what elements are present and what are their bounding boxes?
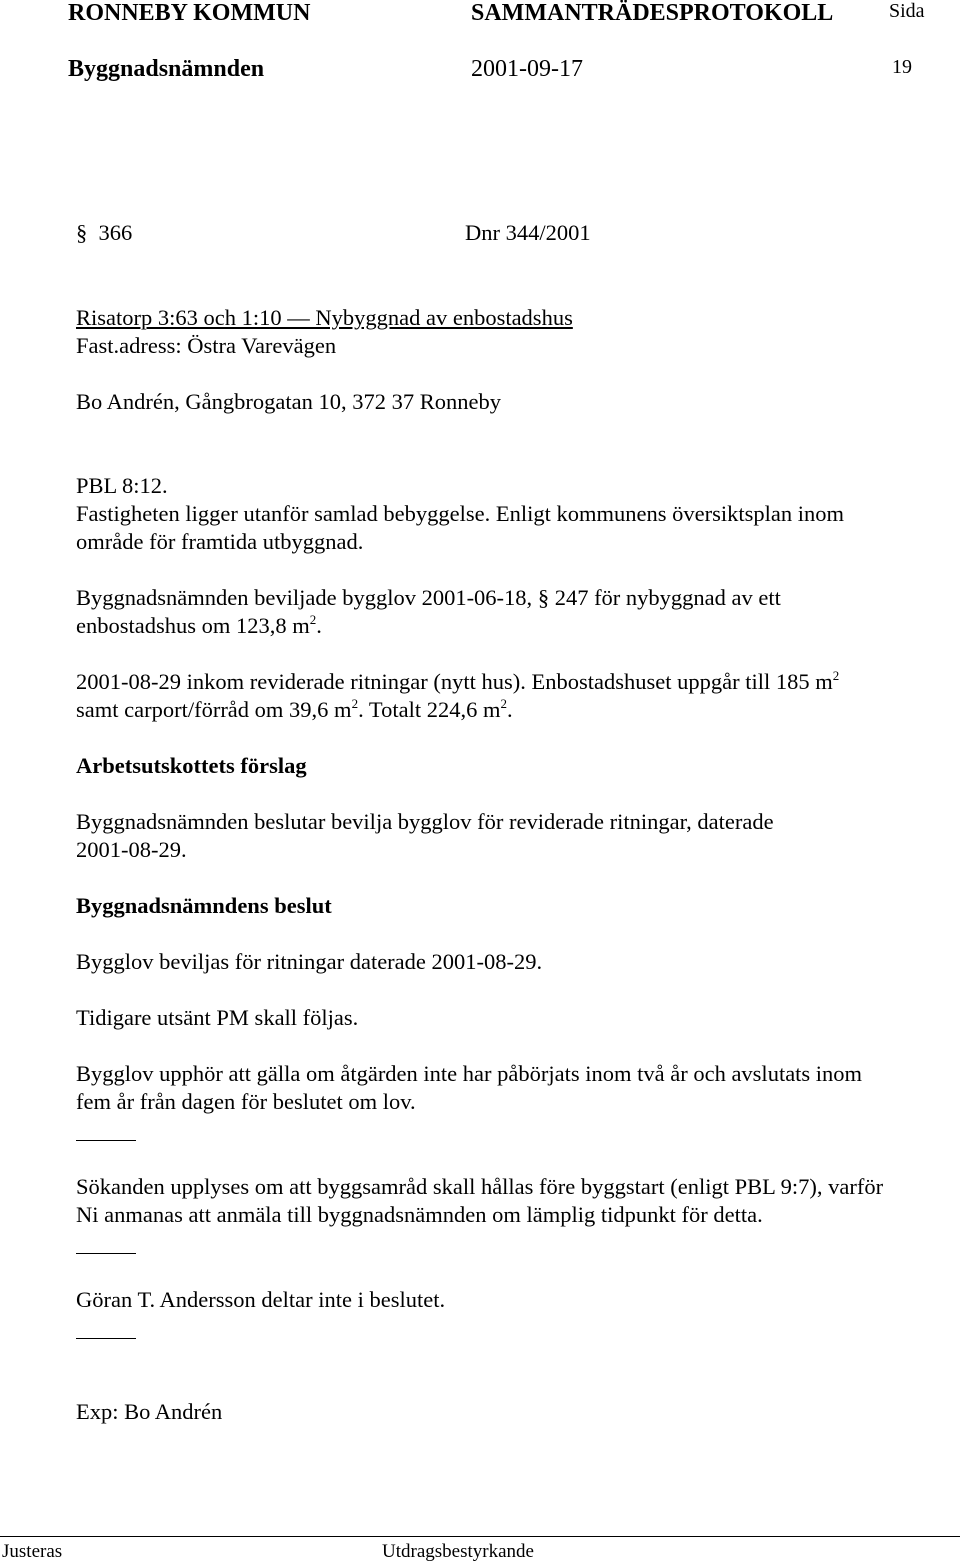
property-address: Fast.adress: Östra Varevägen xyxy=(76,333,337,358)
squared-superscript: 2 xyxy=(832,667,840,683)
diary-number: Dnr 344/2001 xyxy=(465,220,591,245)
section-sign-icon: § xyxy=(76,220,88,245)
proposal-line-2: 2001-08-29. xyxy=(76,837,187,862)
section-number-value: 366 xyxy=(98,220,133,245)
decision-line-2: Tidigare utsänt PM skall följas. xyxy=(76,1005,359,1030)
prior-decision-line-1 xyxy=(76,585,781,611)
squared-superscript: 2 xyxy=(351,695,359,711)
committee-name: Byggnadsnämnden xyxy=(68,56,265,82)
revised-text-2a: samt carport/förråd om 39,6 m xyxy=(76,697,352,722)
proposal-line-1: Byggnadsnämnden beslutar bevilja bygglov för reviderade ritningar, daterade xyxy=(76,809,774,834)
separator-line xyxy=(76,1140,136,1141)
revised-text-1: 2001-08-29 inkom reviderade ritningar (nytt hus). Enbostadshuset uppgår till 185 m xyxy=(76,669,833,694)
document-type: SAMMANTRÄDESPROTOKOLL xyxy=(471,0,834,26)
revised-line-1 xyxy=(76,669,839,695)
separator-line xyxy=(76,1253,136,1254)
separator-line xyxy=(76,1338,136,1339)
decision-line-1: Bygglov beviljas för ritningar daterade 2001-08-29. xyxy=(76,949,543,974)
prior-area-text: enbostadshus om 123,8 m xyxy=(76,613,310,638)
validity-line-2: fem år från dagen för beslutet om lov. xyxy=(76,1089,416,1114)
municipality-name: RONNEBY KOMMUN xyxy=(68,0,311,26)
footer-rule xyxy=(0,1536,960,1537)
expedition-note: Exp: Bo Andrén xyxy=(76,1399,223,1424)
certified-label: Utdragsbestyrkande xyxy=(382,1541,534,1562)
case-title: Risatorp 3:63 och 1:10 — Nybyggnad av enbostadshus xyxy=(76,305,573,330)
background-line-1: Fastigheten ligger utanför samlad bebyggelse. Enligt kommunens översiktsplan inom xyxy=(76,501,844,526)
notice-line-2: Ni anmanas att anmäla till byggnadsnämnden om lämplig tidpunkt för detta. xyxy=(76,1202,763,1227)
revised-line-2 xyxy=(76,697,513,723)
proposal-heading: Arbetsutskottets förslag xyxy=(76,753,307,778)
squared-superscript: 2 xyxy=(309,611,317,627)
revised-text-2b: . Totalt 224,6 m xyxy=(358,697,501,722)
prior-decision-line-2 xyxy=(76,613,322,639)
notice-line-1: Sökanden upplyses om att byggsamråd skall hållas före byggstart (enligt PBL 9:7), varför xyxy=(76,1174,884,1199)
page-number: 19 xyxy=(892,56,912,78)
applicant: Bo Andrén, Gångbrogatan 10, 372 37 Ronneby xyxy=(76,389,501,414)
prior-decision-text-a: Byggnadsnämnden beviljade bygglov 2001-06-18, xyxy=(76,585,533,610)
prior-section-number: 247 xyxy=(554,585,589,610)
validity-line-1: Bygglov upphör att gälla om åtgärden inte har påbörjats inom två år och avslutats inom xyxy=(76,1061,863,1086)
prior-decision-text-b: för nybyggnad av ett xyxy=(594,585,781,610)
recusal-note: Göran T. Andersson deltar inte i beslutet. xyxy=(76,1287,446,1312)
page-label: Sida xyxy=(889,0,925,22)
background-line-2: område för framtida utbyggnad. xyxy=(76,529,364,554)
period: . xyxy=(316,613,322,638)
period: . xyxy=(506,697,513,722)
squared-superscript: 2 xyxy=(500,695,507,711)
section-sign-icon: § xyxy=(537,585,550,610)
section-number xyxy=(76,220,132,246)
pbl-reference: PBL 8:12. xyxy=(76,473,168,498)
decision-heading: Byggnadsnämndens beslut xyxy=(76,893,332,918)
meeting-date: 2001-09-17 xyxy=(471,56,583,82)
signed-label: Justeras xyxy=(2,1541,63,1562)
